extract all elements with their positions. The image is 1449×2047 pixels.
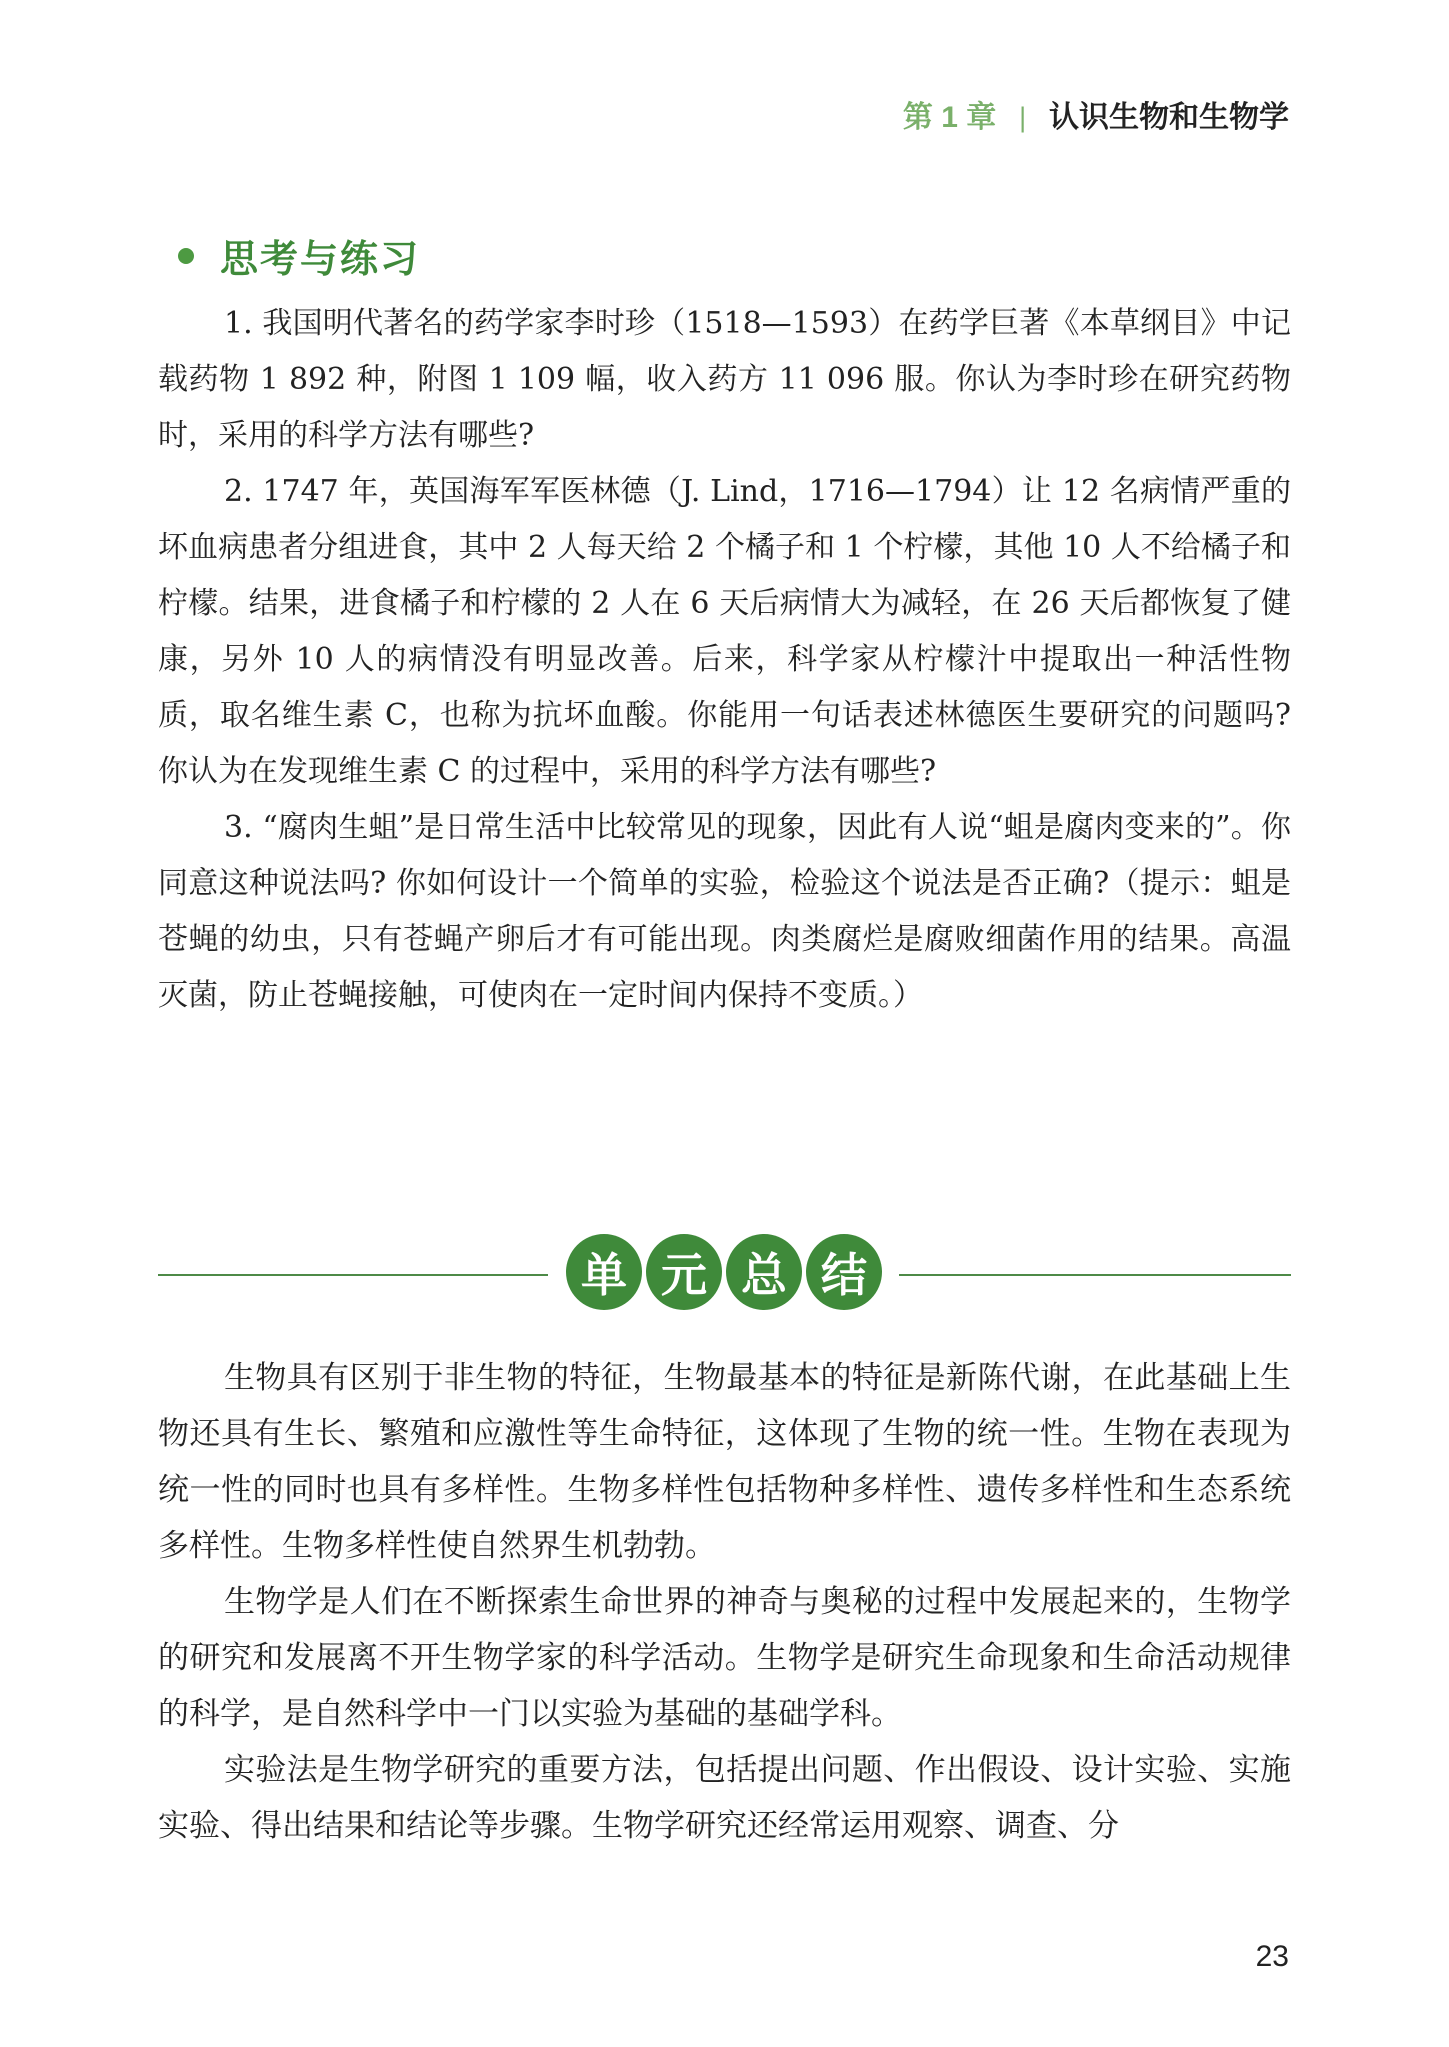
summary-paragraph: 实验法是生物学研究的重要方法，包括提出问题、作出假设、设计实验、实施实验、得出结果和结论等步骤。生物学研究还经常运用观察、调查、分 xyxy=(158,1752,1291,1844)
exercise-item-1: 1. 我国明代著名的药学家李时珍（1518—1593）在药学巨著《本草纲目》中记载药物 1 892 种，附图 1 109 幅，收入药方 11 096 服。你认为李时珍在研究药物时，采用的科学方法有哪些? xyxy=(158,306,1291,453)
unit-summary-title xyxy=(566,1234,886,1310)
summary-title-char: 结 xyxy=(806,1234,882,1310)
summary-title-char: 总 xyxy=(726,1234,802,1310)
page-number: 23 xyxy=(1255,1940,1289,1973)
chapter-title: 认识生物和生物学 xyxy=(1049,100,1289,135)
banner-line-right xyxy=(899,1274,1291,1276)
summary-title-char: 单 xyxy=(566,1234,642,1310)
exercise-item-2: 2. 1747 年，英国海军军医林德（J. Lind，1716—1794）让 12 名病情严重的坏血病患者分组进食，其中 2 人每天给 2 个橘子和 1 个柠檬，其他 10 人不给橘子和柠檬。结果，进食橘子和柠檬的 2 人在 6 天后病情大为减轻，在 26 天后都恢复了健康，另外 10 人的病情没有明显改善。后来，科学家从柠檬汁中提取出一种活性物质，取名维生素 C，也称为抗坏血酸。你能用一句话表述林德医生要研究的问题吗? 你认为在发现维生素 C 的过程中，采用的科学方法有哪些? xyxy=(158,474,1291,789)
running-header xyxy=(903,98,1289,138)
exercise-heading xyxy=(178,228,420,283)
unit-summary-body xyxy=(158,1350,1291,1854)
summary-paragraph: 生物具有区别于非生物的特征，生物最基本的特征是新陈代谢，在此基础上生物还具有生长、繁殖和应激性等生命特征，这体现了生物的统一性。生物在表现为统一性的同时也具有多样性。生物多样性包括物种多样性、遗传多样性和生态系统多样性。生物多样性使自然界生机勃勃。 xyxy=(158,1360,1291,1564)
banner-line-left xyxy=(158,1274,548,1276)
summary-paragraph: 生物学是人们在不断探索生命世界的神奇与奥秘的过程中发展起来的，生物学的研究和发展离不开生物学家的科学活动。生物学是研究生命现象和生命活动规律的科学，是自然科学中一门以实验为基础的基础学科。 xyxy=(158,1584,1291,1732)
chapter-label: 第 1 章 xyxy=(902,101,997,134)
exercise-item-3: 3. “腐肉生蛆”是日常生活中比较常见的现象，因此有人说“蛆是腐肉变来的”。你同意这种说法吗? 你如何设计一个简单的实验，检验这个说法是否正确?（提示：蛆是苍蝇的幼虫，只有苍蝇产卵后才有可能出现。肉类腐烂是腐败细菌作用的结果。高温灭菌，防止苍蝇接触，可使肉在一定时间内保持不变质。） xyxy=(158,810,1291,1013)
header-divider: | xyxy=(1018,103,1027,133)
exercise-title: 思考与练习 xyxy=(220,236,421,281)
unit-summary-banner xyxy=(158,1230,1291,1320)
exercise-list xyxy=(158,296,1291,1024)
bullet-dot-icon xyxy=(178,248,194,264)
summary-title-char: 元 xyxy=(646,1234,722,1310)
